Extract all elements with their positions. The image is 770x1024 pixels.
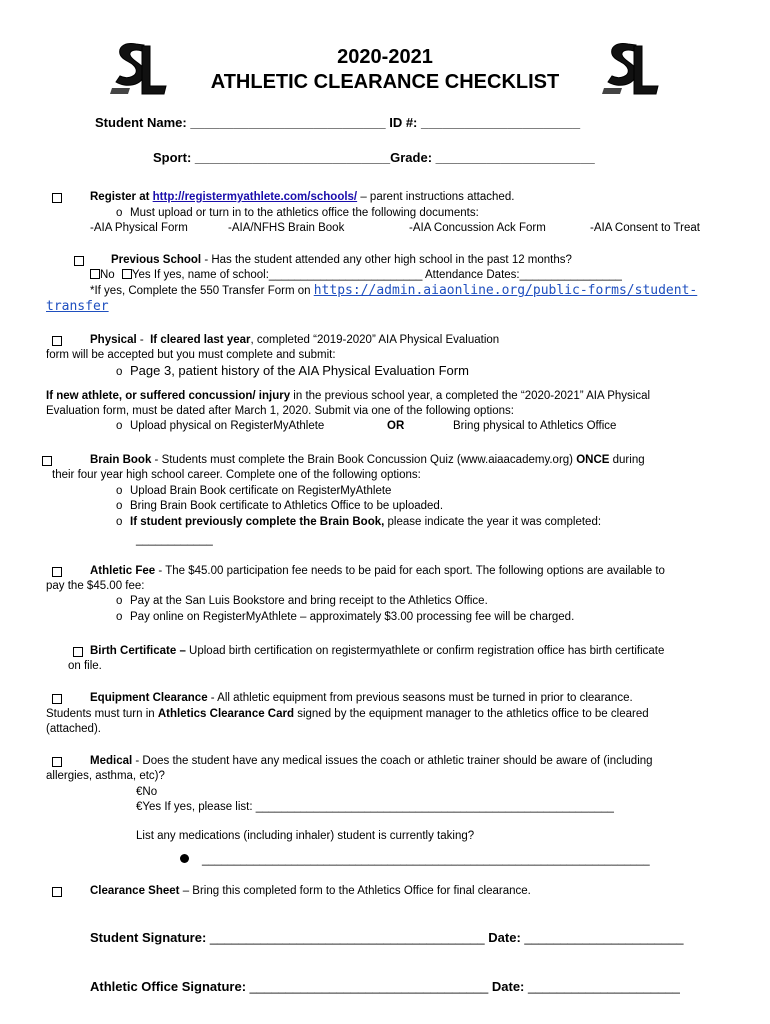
physical-opt-1: o Upload physical on RegisterMyAthlete	[116, 420, 325, 432]
bullet-o-icon: o	[116, 516, 123, 528]
student-signature-label: Student Signature:	[90, 930, 207, 945]
grade-field[interactable]: ______________________	[435, 150, 595, 165]
register-sub: o Must upload or turn in to the athletics office the following documents:	[116, 207, 479, 219]
id-label: ID #:	[389, 115, 418, 130]
student-signature-field[interactable]: ______________________________________	[209, 930, 485, 945]
physical-label: Physical	[90, 334, 137, 346]
bullet-o-icon: o	[116, 485, 123, 497]
medical-no-option[interactable]: €No	[136, 786, 158, 798]
brain-book-line: Brain Book - Students must complete the Brain Book Concussion Quiz (www.aiaacademy.org) ONCE during	[90, 454, 645, 466]
transfer-form-link-cont[interactable]: transfer	[46, 299, 109, 314]
birth-certificate-checkbox[interactable]	[73, 647, 83, 657]
brain-book-line-2: their four year high school career. Complete one of the following options:	[52, 469, 421, 481]
brain-book-opt-2: o Bring Brain Book certificate to Athletics Office to be uploaded.	[116, 500, 444, 512]
register-lead: Register at	[90, 191, 150, 203]
medical-yes-option[interactable]: €Yes If yes, please list: ________________________________________________________	[136, 801, 614, 813]
new-athlete-line-2: Evaluation form, must be dated after March 1, 2020. Submit via one of the following options:	[46, 405, 514, 417]
medications-row	[180, 853, 650, 867]
register-checkbox[interactable]	[52, 193, 62, 203]
yes-checkbox[interactable]	[122, 269, 132, 279]
physical-opt-2: Bring physical to Athletics Office	[453, 420, 617, 432]
bullet-o-icon: o	[116, 611, 123, 623]
physical-or: OR	[387, 420, 405, 432]
brain-book-checkbox[interactable]	[42, 456, 52, 466]
equipment-label: Equipment Clearance	[90, 692, 208, 704]
medical-label: Medical	[90, 755, 133, 767]
clearance-sheet-line: Clearance Sheet – Bring this completed form to the Athletics Office for final clearance.	[90, 885, 531, 897]
sport-field[interactable]: ___________________________	[194, 150, 391, 165]
previous-school-label: Previous School	[111, 254, 202, 266]
brain-book-label: Brain Book	[90, 454, 152, 466]
brain-book-opt-3: o If student previously complete the Brain Book, please indicate the year it was completed:	[116, 516, 602, 528]
student-name-field[interactable]: ___________________________	[190, 115, 386, 130]
athletic-fee-label: Athletic Fee	[90, 565, 156, 577]
medical-line-2: allergies, asthma, etc)?	[46, 770, 165, 782]
previous-school-options	[90, 268, 622, 282]
medications-question: List any medications (including inhaler) student is currently taking?	[136, 830, 475, 842]
register-doc-4: -AIA Consent to Treat	[590, 222, 700, 234]
athletic-fee-checkbox[interactable]	[52, 567, 62, 577]
birth-certificate-line-2: on file.	[68, 660, 102, 672]
student-signature-row	[90, 930, 683, 946]
medical-line: Medical - Does the student have any medical issues the coach or athletic trainer should be aware of (including	[90, 755, 653, 767]
student-name-row	[95, 115, 580, 131]
office-date-label: Date:	[491, 979, 525, 994]
student-name-label: Student Name:	[95, 115, 187, 130]
previous-school-checkbox[interactable]	[74, 256, 84, 266]
bullet-o-icon: o	[116, 595, 123, 607]
sport-label: Sport:	[153, 150, 192, 165]
student-date-field[interactable]: ______________________	[524, 930, 684, 945]
no-label: No	[100, 269, 115, 281]
form-year: 2020-2021	[337, 46, 433, 68]
transfer-form-line: *If yes, Complete the 550 Transfer Form on https://admin.aiaonline.org/public-forms/student-	[90, 283, 698, 298]
physical-cleared: If cleared last year	[150, 334, 251, 346]
register-tail: – parent instructions attached.	[360, 191, 515, 203]
previous-school-line	[111, 253, 572, 267]
equipment-line-3: (attached).	[46, 723, 101, 735]
school-name-field[interactable]: If yes, name of school:________________________ Attendance Dates:________________	[153, 269, 622, 281]
clearance-sheet-checkbox[interactable]	[52, 887, 62, 897]
student-date-label: Date:	[488, 930, 521, 945]
medical-checkbox[interactable]	[52, 757, 62, 767]
physical-line-2: form will be accepted but you must complete and submit:	[46, 349, 336, 361]
brain-book-year-field[interactable]: ____________	[136, 534, 213, 546]
office-signature-label: Athletic Office Signature:	[90, 979, 247, 994]
grade-label: Grade:	[390, 150, 433, 165]
bullet-o-icon: o	[116, 420, 123, 432]
clearance-sheet-label: Clearance Sheet	[90, 885, 180, 897]
fee-opt-2: o Pay online on RegisterMyAthlete – approximately $3.00 processing fee will be charged.	[116, 611, 575, 623]
physical-line: Physical - If cleared last year, completed “2019-2020” AIA Physical Evaluation	[90, 334, 500, 346]
equipment-checkbox[interactable]	[52, 694, 62, 704]
office-signature-field[interactable]: _________________________________	[249, 979, 489, 994]
birth-certificate-label: Birth Certificate –	[90, 645, 186, 657]
yes-label: Yes	[131, 269, 151, 281]
new-athlete-line: If new athlete, or suffered concussion/ injury in the previous school year, a completed the “2020-2021” AIA Physical	[46, 390, 651, 402]
bullet-o-icon: o	[116, 207, 123, 219]
form-title: ATHLETIC CLEARANCE CHECKLIST	[210, 71, 560, 93]
register-doc-3: -AIA Concussion Ack Form	[409, 222, 546, 234]
register-doc-2: -AIA/NFHS Brain Book	[228, 222, 345, 234]
brain-book-opt-1: o Upload Brain Book certificate on RegisterMyAthlete	[116, 485, 392, 497]
equipment-line-2: Students must turn in Athletics Clearance Card signed by the equipment manager to the athletics office to be cleared	[46, 708, 649, 720]
office-signature-row	[90, 979, 680, 995]
medications-field[interactable]: ______________________________________________________________________	[202, 854, 650, 866]
id-field[interactable]: ______________________	[421, 115, 581, 130]
register-link[interactable]: http://registermyathlete.com/schools/	[152, 191, 358, 203]
office-date-field[interactable]: _____________________	[528, 979, 680, 994]
register-line	[90, 190, 514, 204]
physical-sub: o Page 3, patient history of the AIA Physical Evaluation Form	[116, 363, 469, 378]
sport-row	[153, 150, 595, 166]
register-doc-1: -AIA Physical Form	[90, 222, 188, 234]
no-checkbox[interactable]	[90, 269, 100, 279]
fee-opt-1: o Pay at the San Luis Bookstore and bring receipt to the Athletics Office.	[116, 595, 488, 607]
bullet-o-icon: o	[116, 366, 123, 378]
athletic-fee-line-2: pay the $45.00 fee:	[46, 580, 145, 592]
bullet-o-icon: o	[116, 500, 123, 512]
physical-checkbox[interactable]	[52, 336, 62, 346]
transfer-form-link[interactable]: https://admin.aiaonline.org/public-forms/student-	[313, 283, 698, 298]
previous-school-text: - Has the student attended any other high school in the past 12 months?	[204, 254, 572, 266]
birth-certificate-line: Birth Certificate – Upload birth certification on registermyathlete or confirm registration office has birth certificate	[90, 645, 665, 657]
athletic-fee-line: Athletic Fee - The $45.00 participation fee needs to be paid for each sport. The following options are available to	[90, 565, 665, 577]
bullet-dot-icon	[180, 854, 189, 863]
equipment-line: Equipment Clearance - All athletic equipment from previous seasons must be turned in prior to clearance.	[90, 692, 633, 704]
